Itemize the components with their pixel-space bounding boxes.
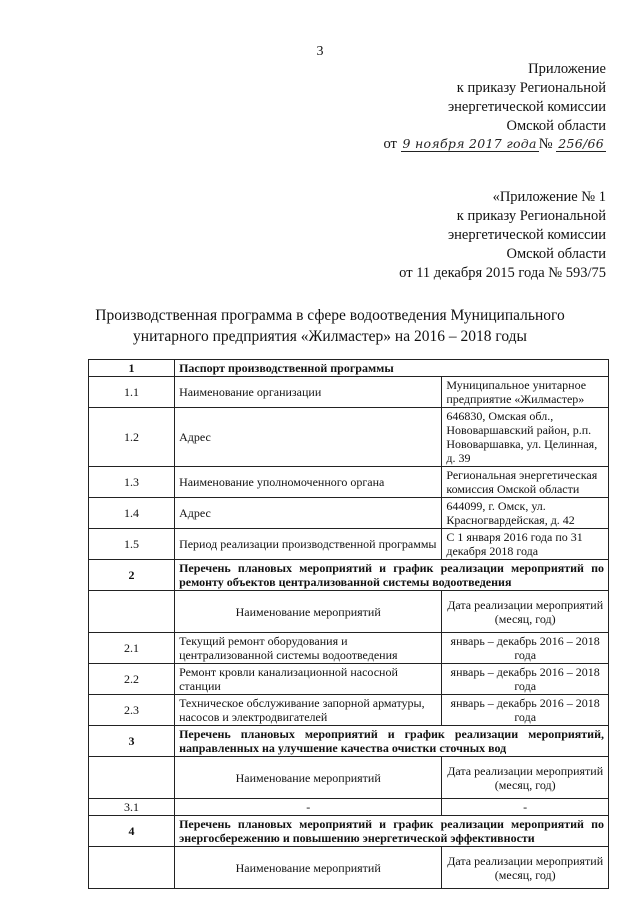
from-prefix: от <box>383 136 397 152</box>
number-prefix: № <box>538 136 553 152</box>
row-value: 646830, Омская обл., Нововаршавский район, р.п. Нововаршавка, ул. Целинная, д. 39 <box>442 408 609 467</box>
section-number: 1 <box>89 360 175 377</box>
activity-name: Ремонт кровли канализационной насосной станции <box>175 664 442 695</box>
section-row <box>89 360 609 377</box>
row-number: 1.5 <box>89 529 175 560</box>
row-label: Период реализации производственной программы <box>175 529 442 560</box>
row-number: 2.1 <box>89 633 175 664</box>
row-value: 644099, г. Омск, ул. Красногвардейская, д. 42 <box>442 498 609 529</box>
section-row <box>89 816 609 847</box>
original-appendix-line: Омской области <box>506 246 606 262</box>
appendix-line: Омской области <box>506 118 606 134</box>
appendix-line: к приказу Региональной <box>456 80 606 96</box>
activity-name: Текущий ремонт оборудования и централизованной системы водоотведения <box>175 633 442 664</box>
table-row <box>89 529 609 560</box>
table-row <box>89 799 609 816</box>
row-number: 1.1 <box>89 377 175 408</box>
original-appendix-line: к приказу Региональной <box>456 208 606 224</box>
activity-date: январь – декабрь 2016 – 2018 года <box>442 633 609 664</box>
row-value: Муниципальное унитарное предприятие «Жилмастер» <box>442 377 609 408</box>
column-header-name: Наименование мероприятий <box>175 757 442 799</box>
production-program-table <box>88 359 609 889</box>
column-header-row <box>89 591 609 633</box>
table-row <box>89 377 609 408</box>
original-appendix-line: «Приложение № 1 <box>492 189 606 205</box>
row-number: 1.2 <box>89 408 175 467</box>
activity-date: - <box>442 799 609 816</box>
section-number: 4 <box>89 816 175 847</box>
row-number: 2.2 <box>89 664 175 695</box>
row-value: Региональная энергетическая комиссия Омской области <box>442 467 609 498</box>
table-row <box>89 633 609 664</box>
handwritten-number: 256/66 <box>558 136 604 151</box>
original-appendix-line: от 11 декабря 2015 года № 593/75 <box>399 265 606 281</box>
table-row <box>89 408 609 467</box>
column-header-name: Наименование мероприятий <box>175 591 442 633</box>
handwritten-date: 9 ноября 2017 года <box>402 136 537 151</box>
section-number: 3 <box>89 726 175 757</box>
title-line: унитарного предприятия «Жилмастер» на 2016 – 2018 годы <box>133 328 527 345</box>
row-number: 3.1 <box>89 799 175 816</box>
activity-date: январь – декабрь 2016 – 2018 года <box>442 695 609 726</box>
row-label: Адрес <box>175 498 442 529</box>
original-appendix-header <box>399 188 606 283</box>
original-appendix-line: энергетической комиссии <box>447 227 606 243</box>
section-title: Перечень плановых мероприятий и график реализации мероприятий по ремонту объектов централизованной системы водоотведения <box>175 560 609 591</box>
appendix-date-line <box>383 136 606 153</box>
row-label: Наименование организации <box>175 377 442 408</box>
row-number: 2.3 <box>89 695 175 726</box>
column-header-date: Дата реализации мероприятий (месяц, год) <box>442 847 609 889</box>
row-value: С 1 января 2016 года по 31 декабря 2018 года <box>442 529 609 560</box>
section-title: Перечень плановых мероприятий и график реализации мероприятий по энергосбережению и повышению энергетической эффективности <box>175 816 609 847</box>
section-title: Перечень плановых мероприятий и график реализации мероприятий, направленных на улучшение качества очистки сточных вод <box>175 726 609 757</box>
page-number: 3 <box>316 44 324 59</box>
column-header-row <box>89 847 609 889</box>
row-label: Адрес <box>175 408 442 467</box>
table-row <box>89 664 609 695</box>
section-title: Паспорт производственной программы <box>175 360 609 377</box>
appendix-line: Приложение <box>528 61 606 77</box>
section-row <box>89 726 609 757</box>
section-number: 2 <box>89 560 175 591</box>
table-row <box>89 498 609 529</box>
title-line: Производственная программа в сфере водоотведения Муниципального <box>95 307 565 324</box>
appendix-header <box>448 60 606 136</box>
document-title <box>60 305 600 347</box>
activity-name: Техническое обслуживание запорной арматуры, насосов и электродвигателей <box>175 695 442 726</box>
activity-name: - <box>175 799 442 816</box>
section-row <box>89 560 609 591</box>
row-label: Наименование уполномоченного органа <box>175 467 442 498</box>
appendix-line: энергетической комиссии <box>447 99 606 115</box>
column-header-row <box>89 757 609 799</box>
column-header-date: Дата реализации мероприятий (месяц, год) <box>442 591 609 633</box>
row-number: 1.4 <box>89 498 175 529</box>
row-number: 1.3 <box>89 467 175 498</box>
column-header-name: Наименование мероприятий <box>175 847 442 889</box>
table-row <box>89 695 609 726</box>
table-row <box>89 467 609 498</box>
column-header-date: Дата реализации мероприятий (месяц, год) <box>442 757 609 799</box>
activity-date: январь – декабрь 2016 – 2018 года <box>442 664 609 695</box>
